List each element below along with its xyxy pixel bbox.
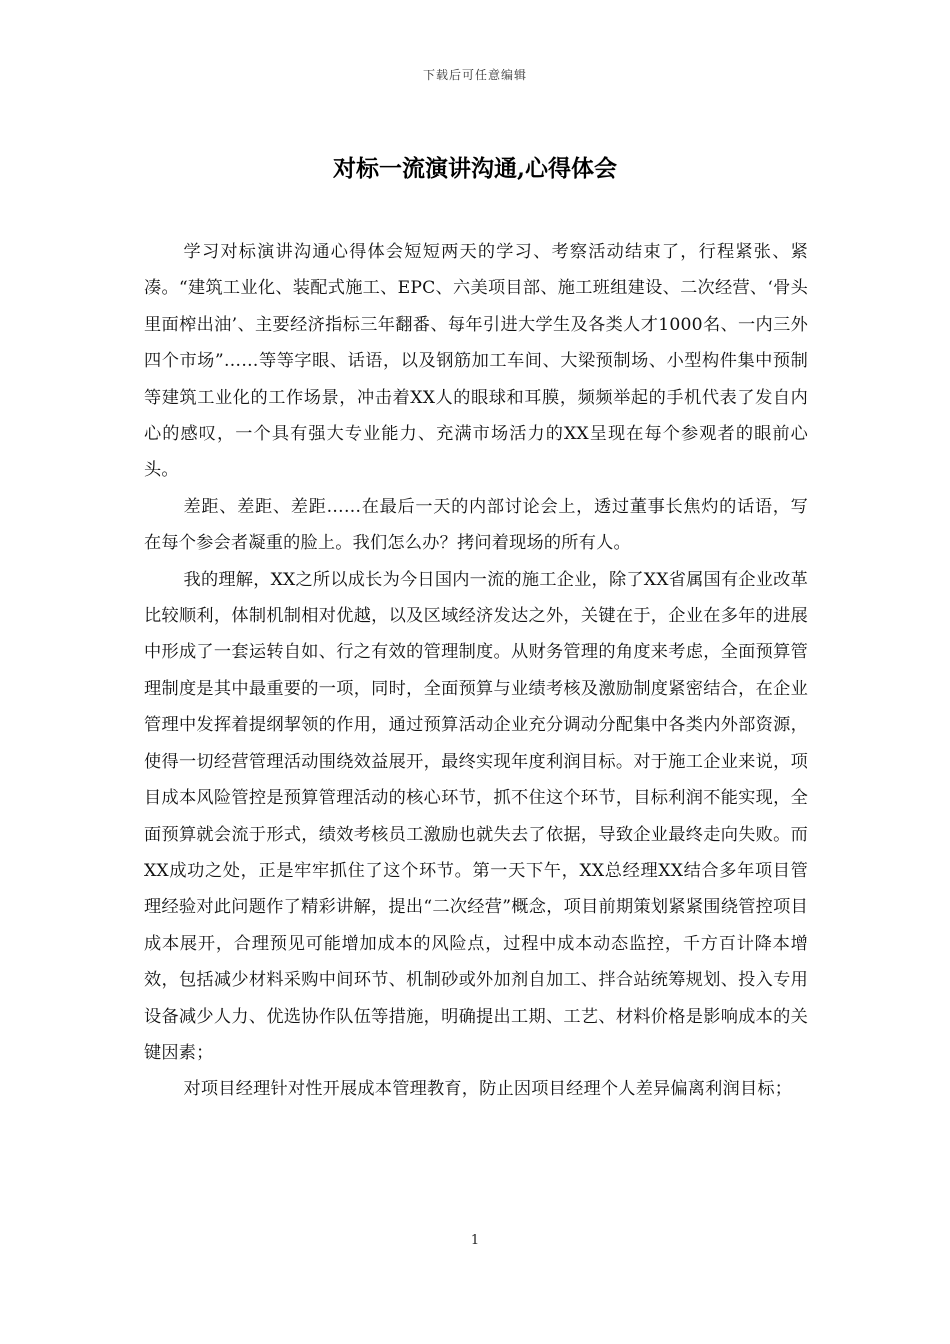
paragraph: 对项目经理针对性开展成本管理教育，防止因项目经理个人差异偏离利润目标； (183, 1079, 793, 1100)
header-note: 下载后可任意编辑 (422, 68, 527, 82)
paragraph: 我的理解，XX之所以成长为今日国内一流的施工企业，除了XX省属国有企业改革比较顺利，体制机制相对优越，以及区域经济发达之外，关键在于，企业在多年的进展中形成了一套运转自如、行之有效的管理制度。从财务管理的角度来考虑，全面预算管理制度是其中最重要的一项，同时，全面预算与业绩考核及激励制度紧密结合，在企业管理中发挥着提纲挈领的作用，通过预算活动企业充分调动分配集中各类内外部资源，使得一切经营管理活动围绕效益展开，最终实现年度利润目标。对于施工企业来说，项目成本风险管控是预算管理活动的核心环节，抓不住这个环节，目标利润不能实现，全面预算就会流于形式，绩效考核员工激励也就失去了依据，导致企业最终走向失败。而XX成功之处，正是牢牢抓住了这个环节。第一天下午，XX总经理XX结合多年项目管理经验对此问题作了精彩讲解，提出“二次经营”概念，项目前期策划紧紧围绕管控项目成本展开，合理预见可能增加成本的风险点，过程中成本动态监控，千方百计降本增效，包括减少材料采购中间环节、机制砂或外加剂自加工、拌合站统筹规划、投入专用设备减少人力、优选协作队伍等措施，明确提出工期、工艺、材料价格是影响成本的关键因素； (144, 569, 808, 1063)
paragraph: 学习对标演讲沟通心得体会短短两天的学习、考察活动结束了，行程紧张、紧凑。“建筑工业化、装配式施工、EPC、六美项目部、施工班组建设、二次经营、‘骨头里面榨出油’、主要经济指标三年翻番、每年引进大学生及各类人才1000名、一内三外四个市场”……等等字眼、话语，以及钢筋加工车间、大梁预制场、小型构件集中预制等建筑工业化的工作场景，冲击着XX人的眼球和耳膜，频频举起的手机代表了发自内心的感叹，一个具有强大专业能力、充满市场活力的XX呈现在每个参观者的眼前心头。 (144, 242, 808, 481)
paragraph: 差距、差距、差距……在最后一天的内部讨论会上，透过董事长焦灼的话语，写在每个参会者凝重的脸上。我们怎么办？拷问着现场的所有人。 (144, 496, 808, 554)
page-number: 1 (470, 1233, 480, 1248)
document-body (144, 234, 808, 1108)
document-title: 对标一流演讲沟通,心得体会 (332, 155, 617, 182)
